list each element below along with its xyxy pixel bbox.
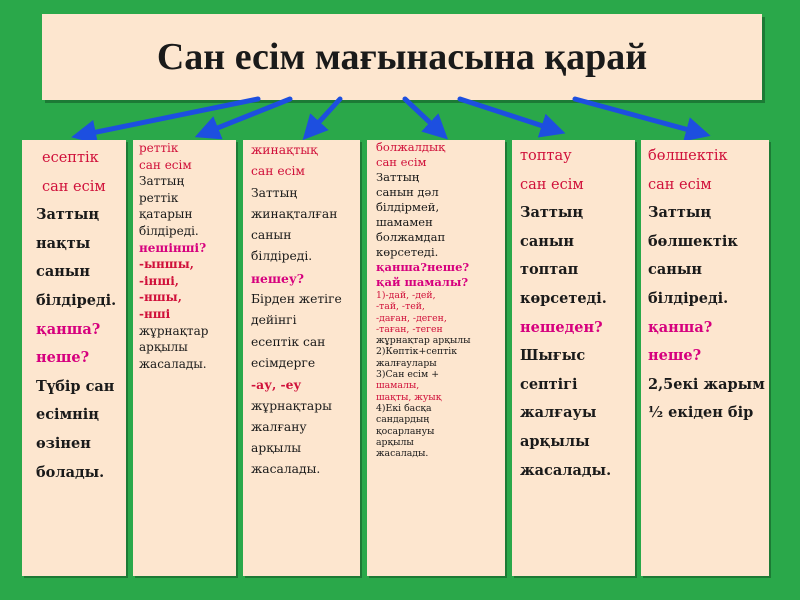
column-text-line: санын bbox=[251, 228, 292, 243]
column-text-line: 4)Екі басқа bbox=[376, 402, 432, 414]
column-text-line: жасалады. bbox=[251, 462, 321, 477]
column-text-line: жасалады. bbox=[376, 448, 429, 460]
suffix-line: -ау, -еу bbox=[251, 377, 302, 393]
question-line: нешеден? bbox=[520, 318, 603, 336]
question-line: неше? bbox=[648, 347, 702, 365]
suffix-line: -тай, -тей, bbox=[376, 301, 425, 313]
column-text-line: есімнің bbox=[36, 406, 99, 424]
page-title: Сан есім мағынасына қарай bbox=[156, 36, 648, 78]
question-line: қанша? bbox=[36, 320, 101, 338]
column-text-line: өзінен bbox=[36, 434, 91, 452]
column-heading: сан есім bbox=[376, 155, 427, 169]
arrow-to-col-4 bbox=[405, 99, 440, 132]
column-text-line: жұрнақтары bbox=[251, 398, 332, 413]
column-heading: бөлшектік bbox=[648, 148, 728, 164]
column-text-line: дейінгі bbox=[251, 313, 297, 328]
column-heading: реттік bbox=[139, 141, 179, 155]
arrow-to-col-2 bbox=[205, 99, 290, 133]
column-text-line: жұрнақтар арқылы bbox=[376, 335, 471, 347]
column-2 bbox=[133, 140, 236, 576]
column-text-line: арқылы bbox=[520, 432, 590, 450]
column-text-line: есептік сан bbox=[251, 334, 326, 349]
column-text-line: Заттың bbox=[139, 174, 185, 189]
column-heading: болжалдық bbox=[376, 140, 446, 154]
suffix-line: -нші bbox=[139, 306, 171, 321]
column-text-line: жалғаулары bbox=[376, 357, 437, 369]
column-6 bbox=[641, 140, 769, 576]
suffix-line: -даған, -деген, bbox=[376, 312, 447, 324]
column-heading: сан есім bbox=[251, 164, 305, 179]
column-text-line: Бірден жетіге bbox=[251, 292, 342, 307]
column-text-line: білдіреді. bbox=[36, 291, 117, 309]
question-line: нешінші? bbox=[139, 240, 207, 255]
column-text-line: көрсетеді. bbox=[376, 245, 439, 259]
column-text-line: жинақталған bbox=[251, 206, 338, 221]
column-text-line: Заттың bbox=[376, 170, 420, 184]
column-text-line: жалғауы bbox=[520, 404, 597, 422]
column-heading: сан есім bbox=[139, 157, 192, 172]
column-text-line: арқылы bbox=[251, 441, 302, 456]
column-text-line: білдіреді. bbox=[648, 289, 729, 307]
column-text-line: санын bbox=[648, 261, 702, 279]
column-text-line: нақты bbox=[36, 234, 91, 252]
column-text-line: қосарлануы bbox=[376, 425, 435, 437]
column-text-line: Заттың bbox=[520, 204, 584, 222]
column-text-line: топтап bbox=[520, 261, 579, 279]
column-text-line: Шығыс bbox=[520, 347, 586, 365]
column-text-line: ½ екіден бір bbox=[648, 404, 754, 422]
arrow-to-col-5 bbox=[460, 99, 555, 130]
column-text-line: жалғану bbox=[251, 419, 307, 434]
column-5 bbox=[512, 140, 635, 576]
column-text-line: білдіреді. bbox=[251, 249, 313, 264]
column-text-line: Түбір сан bbox=[36, 377, 115, 395]
column-text-line: Заттың bbox=[36, 206, 100, 224]
column-text-line: септігі bbox=[520, 375, 578, 393]
column-text-line: арқылы bbox=[139, 340, 188, 355]
column-text-line: білдірмей, bbox=[376, 200, 440, 214]
question-line: қай шамалы? bbox=[376, 275, 469, 289]
column-text-line: бөлшектік bbox=[648, 232, 738, 250]
column-3 bbox=[243, 140, 360, 576]
column-text-line: 2,5екі жарым bbox=[648, 375, 765, 393]
column-text-line: көрсетеді. bbox=[520, 289, 607, 307]
column-heading: жинақтық bbox=[251, 143, 318, 157]
question-line: неше? bbox=[36, 349, 90, 367]
column-text-line: санын bbox=[520, 232, 574, 250]
column-text-line: реттік bbox=[139, 190, 179, 205]
column-heading: сан есім bbox=[648, 176, 712, 193]
column-1 bbox=[22, 140, 126, 576]
question-line: қанша?неше? bbox=[376, 260, 470, 274]
column-text-line: санын дәл bbox=[376, 185, 439, 199]
column-text-line: жасалады. bbox=[139, 356, 207, 371]
column-text-line: білдіреді. bbox=[139, 223, 199, 238]
column-text-line: жұрнақтар bbox=[139, 323, 209, 338]
arrow-to-col-1 bbox=[82, 99, 258, 135]
column-text-line: болжамдап bbox=[376, 230, 446, 244]
column-text-line: болады. bbox=[36, 463, 105, 481]
column-text-line: Заттың bbox=[648, 204, 712, 222]
column-text-line: жасалады. bbox=[520, 461, 612, 479]
suffix-line: -інші, bbox=[139, 273, 179, 288]
column-text-line: Заттың bbox=[251, 185, 298, 200]
column-heading: сан есім bbox=[42, 178, 106, 195]
column-heading: топтау bbox=[520, 148, 572, 164]
column-4 bbox=[367, 140, 505, 576]
column-text-line: есімдерге bbox=[251, 355, 316, 370]
arrow-to-col-3 bbox=[310, 99, 340, 132]
column-text-line: санын bbox=[36, 263, 90, 281]
column-text-line: шамамен bbox=[376, 215, 433, 229]
column-text-line: арқылы bbox=[376, 436, 414, 448]
suffix-line: -ыншы, bbox=[139, 257, 194, 272]
arrow-to-col-6 bbox=[575, 99, 700, 133]
suffix-line: 1)-дай, -дей, bbox=[376, 290, 436, 301]
column-heading: сан есім bbox=[520, 176, 584, 193]
column-text-line: сандардың bbox=[376, 414, 430, 426]
question-line: нешеу? bbox=[251, 270, 304, 286]
suffix-line: -таған, -теген bbox=[376, 323, 443, 335]
question-line: қанша? bbox=[648, 318, 713, 336]
suffix-line: -ншы, bbox=[139, 290, 182, 305]
column-text-line: 3)Сан есім + bbox=[376, 369, 440, 381]
suffix-line: шақты, жуық bbox=[376, 391, 442, 403]
column-heading: есептік bbox=[42, 150, 99, 166]
column-text-line: 2)Көптік+септік bbox=[376, 346, 458, 358]
suffix-line: шамалы, bbox=[376, 380, 420, 392]
column-text-line: қатарын bbox=[139, 207, 193, 222]
